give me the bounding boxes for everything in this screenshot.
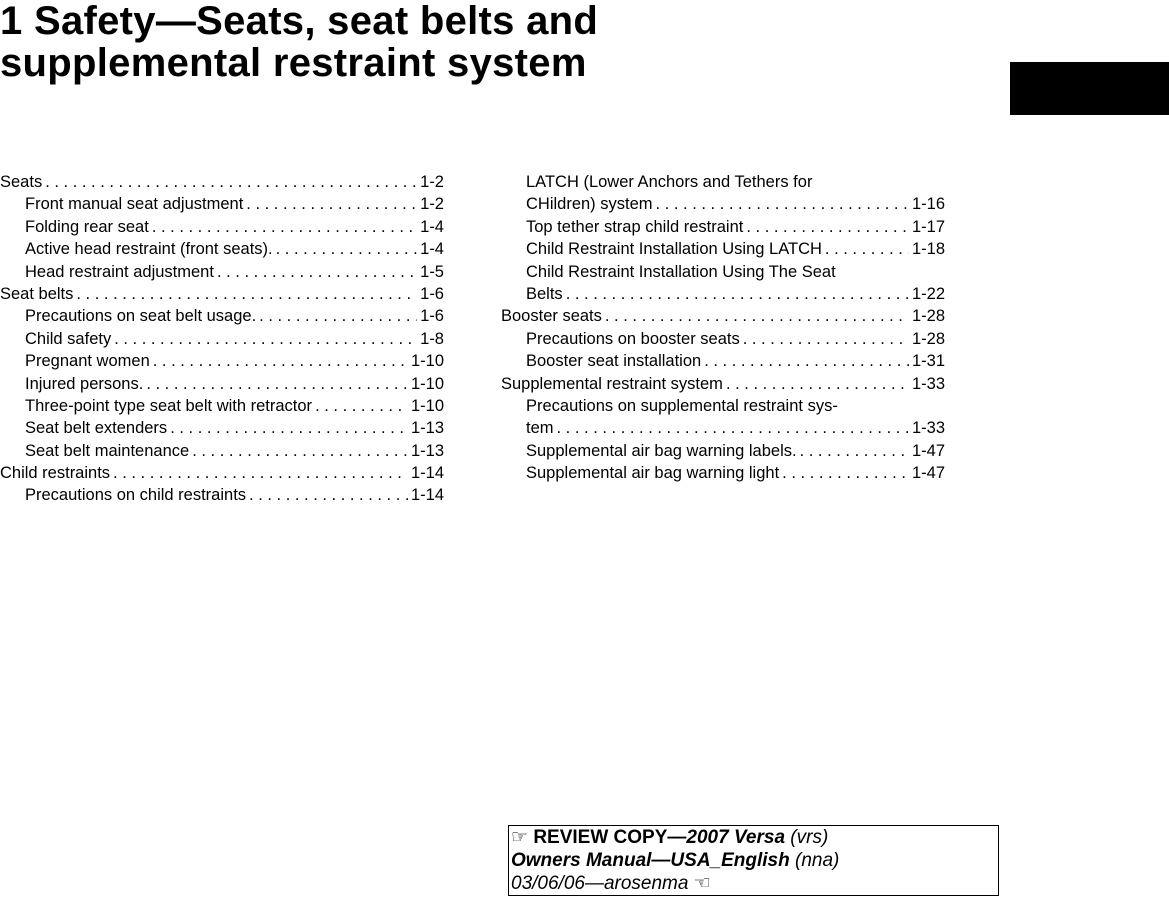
toc-entry-folding-rear-seat[interactable]: Folding rear seat . . . 1-4 bbox=[0, 216, 444, 238]
toc-entry-install-using-latch[interactable]: Child Restraint Installation Using LATCH . . . 1-18 bbox=[501, 238, 945, 260]
toc-entry-precautions-booster-seats[interactable]: Precautions on booster seats . . . 1-28 bbox=[501, 328, 945, 350]
toc-entry-pregnant-women[interactable]: Pregnant women . . . 1-10 bbox=[0, 350, 444, 372]
pointing-hand-left-icon: ☜ bbox=[693, 873, 711, 894]
toc-entry-seats[interactable]: Seats . . . 1-2 bbox=[0, 171, 444, 193]
toc-entry-booster-seats[interactable]: Booster seats . . . 1-28 bbox=[501, 305, 945, 327]
toc-entry-seat-belts[interactable]: Seat belts . . . 1-6 bbox=[0, 283, 444, 305]
toc-entry-booster-seat-installation[interactable]: Booster seat installation . . . 1-31 bbox=[501, 350, 945, 372]
toc-entry-latch[interactable]: LATCH (Lower Anchors and Tethers for CHildren) system . . . 1-16 bbox=[501, 171, 945, 216]
pointing-hand-right-icon: ☞ bbox=[511, 827, 529, 848]
toc-right-column bbox=[501, 171, 945, 484]
toc-entry-head-restraint-adjustment[interactable]: Head restraint adjustment . . . 1-5 bbox=[0, 261, 444, 283]
toc-entry-active-head-restraint[interactable]: Active head restraint (front seats). . . . 1-4 bbox=[0, 238, 444, 260]
toc-entry-three-point-seat-belt[interactable]: Three-point type seat belt with retractor . . . 1-10 bbox=[0, 395, 444, 417]
chapter-title-line-1: 1 Safety—Seats, seat belts and bbox=[0, 0, 599, 43]
review-copy-stamp: ☞ REVIEW COPY—2007 Versa (vrs) Owners Manual—USA_English (nna) 03/06/06—arosenma ☜ bbox=[508, 825, 999, 896]
toc-entry-child-restraints[interactable]: Child restraints . . . 1-14 bbox=[0, 462, 444, 484]
chapter-thumb-tab bbox=[1010, 62, 1169, 115]
toc-entry-airbag-warning-labels[interactable]: Supplemental air bag warning labels. . . . 1-47 bbox=[501, 440, 945, 462]
toc-entry-precautions-child-restraints[interactable]: Precautions on child restraints . . . 1-14 bbox=[0, 484, 444, 506]
toc-entry-airbag-warning-light[interactable]: Supplemental air bag warning light . . . 1-47 bbox=[501, 462, 945, 484]
toc-entry-precautions-srs[interactable]: Precautions on supplemental restraint sys- tem . . . 1-33 bbox=[501, 395, 945, 440]
toc-entry-injured-persons[interactable]: Injured persons. . . . 1-10 bbox=[0, 373, 444, 395]
toc-entry-top-tether[interactable]: Top tether strap child restraint . . . 1-17 bbox=[501, 216, 945, 238]
toc-entry-child-safety[interactable]: Child safety . . . 1-8 bbox=[0, 328, 444, 350]
toc-entry-precautions-seat-belt-usage[interactable]: Precautions on seat belt usage. . . . 1-6 bbox=[0, 305, 444, 327]
toc-entry-install-using-seat-belts[interactable]: Child Restraint Installation Using The Seat Belts . . . 1-22 bbox=[501, 261, 945, 306]
toc-left-column bbox=[0, 171, 444, 507]
chapter-title-line-2: supplemental restraint system bbox=[0, 41, 587, 85]
toc-entry-seat-belt-maintenance[interactable]: Seat belt maintenance . . . 1-13 bbox=[0, 440, 444, 462]
toc-entry-seat-belt-extenders[interactable]: Seat belt extenders . . . 1-13 bbox=[0, 417, 444, 439]
toc-entry-supplemental-restraint-system[interactable]: Supplemental restraint system . . . 1-33 bbox=[501, 373, 945, 395]
toc-entry-front-manual-seat-adjustment[interactable]: Front manual seat adjustment . . . 1-2 bbox=[0, 193, 444, 215]
chapter-title bbox=[0, 0, 598, 84]
